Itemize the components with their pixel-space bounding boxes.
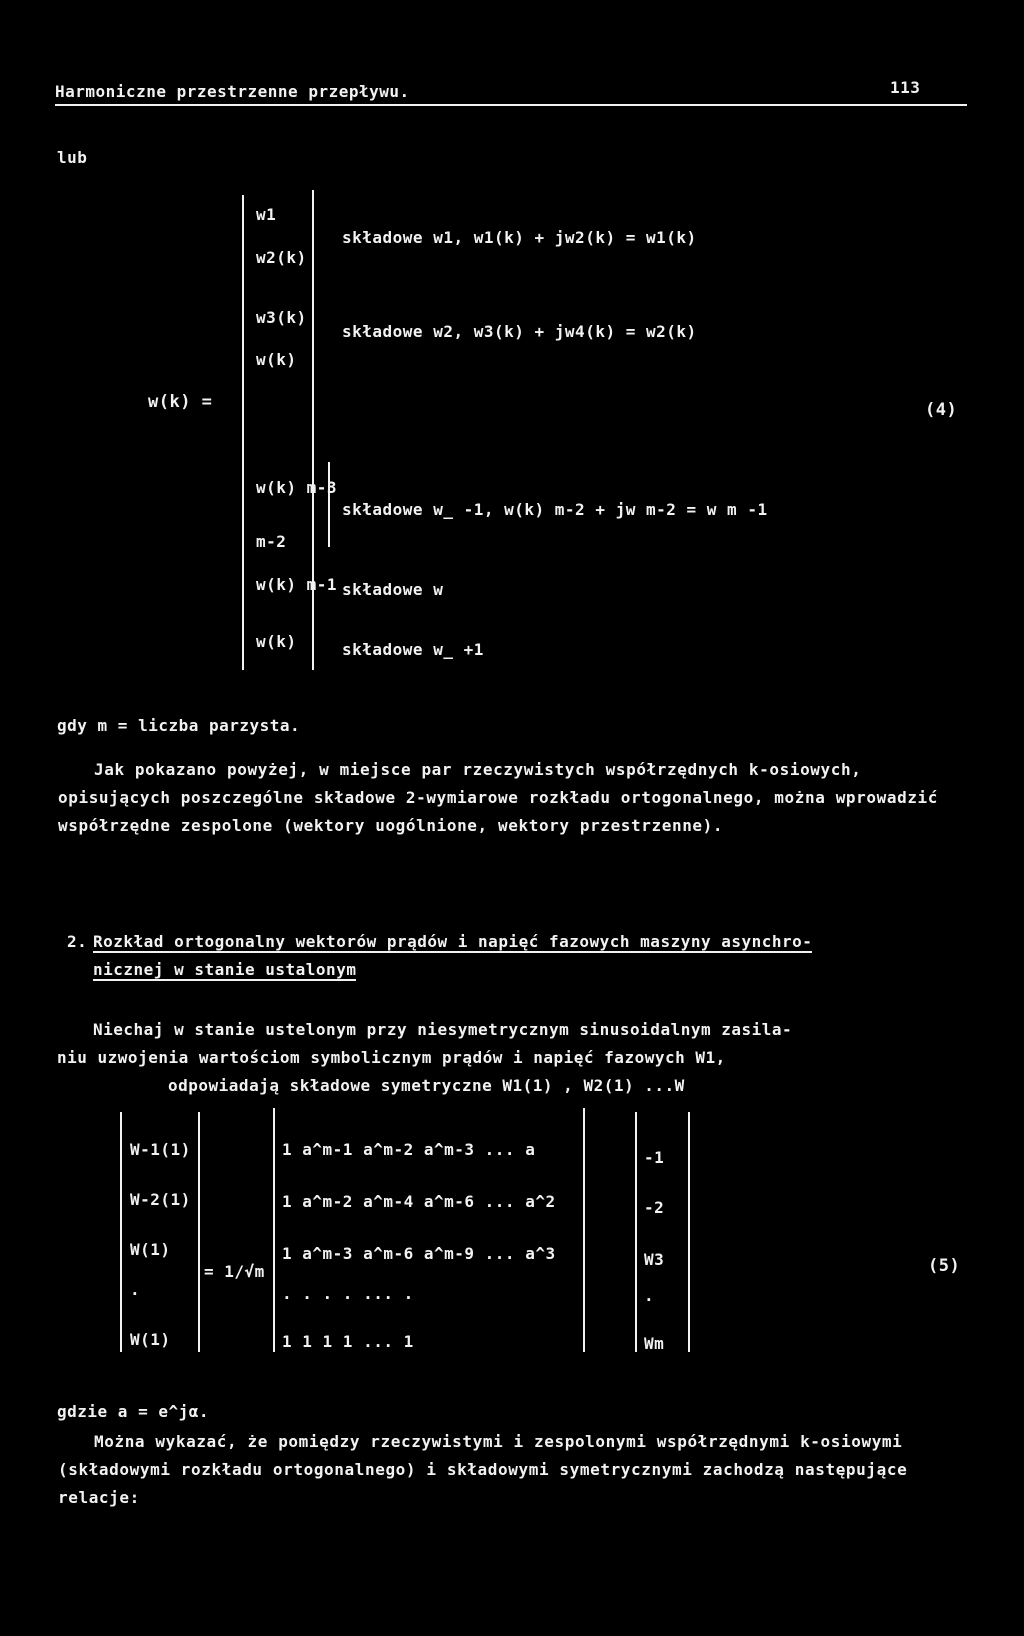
paragraph-1: Jak pokazano powyżej, w miejsce par rzeczywistych współrzędnych k-osiowych, opisujących poszczególne składowe 2-wymiarowe rozkładu ortogonalnego, można wprowadzić współrzędne zespolone (wektory uogólnione, wektory przestrzenne). xyxy=(58,760,939,835)
section-title-line2: nicznej w stanie ustalonym xyxy=(93,960,357,979)
matrix-row: 1 1 1 1 ... 1 xyxy=(282,1332,414,1351)
vec-entry: w(k) m-3 xyxy=(256,478,338,497)
vec-entry: w(k) xyxy=(256,350,297,369)
eq5-rhs-entry: -1 xyxy=(644,1148,665,1167)
eq5-lhs-entry: . xyxy=(130,1280,141,1299)
eq5-rhs-left-bracket xyxy=(635,1112,637,1352)
matrix-row: . . . . ... . xyxy=(282,1284,414,1303)
eq4-inner-bar xyxy=(328,462,330,547)
eq5-lhs-left-bracket xyxy=(120,1112,122,1352)
header-rule xyxy=(55,104,967,106)
eq5-rhs-entry: . xyxy=(644,1286,655,1305)
eq4-lhs: w(k) = xyxy=(148,392,213,412)
vec-entry: w(k) m-1 xyxy=(256,575,338,594)
paragraph-2-line3: odpowiadają składowe symetryczne W1(1) , W2(1) ...W xyxy=(168,1076,685,1095)
eq5-rhs-entry: W3 xyxy=(644,1250,665,1269)
eq5-matrix-left-bracket xyxy=(273,1108,275,1352)
vec-entry: w1 xyxy=(256,205,277,224)
eq5-lhs-entry: W-2(1) xyxy=(130,1190,191,1209)
eq5-lhs-entry: W-1(1) xyxy=(130,1140,191,1159)
eq5-rhs-entry: Wm xyxy=(644,1334,665,1353)
lub-text: lub xyxy=(57,148,88,167)
eq4-row: składowe w2, w3(k) + jw4(k) = w2(k) xyxy=(342,322,697,341)
matrix-row: 1 a^m-1 a^m-2 a^m-3 ... a xyxy=(282,1140,536,1159)
running-header-title: Harmoniczne przestrzenne przepływu. xyxy=(55,82,410,101)
eq4-row: składowe w xyxy=(342,580,444,599)
vec-entry: m-2 xyxy=(256,532,287,551)
eq4-row: składowe w1, w1(k) + jw2(k) = w1(k) xyxy=(342,228,697,247)
eq5-rhs-entry: -2 xyxy=(644,1198,665,1217)
eq4-right-bracket xyxy=(312,190,314,670)
eq5-matrix-right-bracket xyxy=(583,1108,585,1352)
eq5-lhs-entry: W(1) xyxy=(130,1330,171,1349)
eq5-lhs-entry: W(1) xyxy=(130,1240,171,1259)
matrix-row: 1 a^m-2 a^m-4 a^m-6 ... a^2 xyxy=(282,1192,556,1211)
eq4-row: składowe w_ -1, w(k) m-2 + jw m-2 = w m -1 xyxy=(342,500,768,519)
eq5-lhs-right-bracket xyxy=(198,1112,200,1352)
vec-entry: w3(k) xyxy=(256,308,307,327)
eq5-rhs-right-bracket xyxy=(688,1112,690,1352)
matrix-row: 1 a^m-3 a^m-6 a^m-9 ... a^3 xyxy=(282,1244,556,1263)
eq4-left-bracket xyxy=(242,195,244,670)
eq5-factor: = 1/√m xyxy=(204,1262,265,1281)
eq5-number: (5) xyxy=(928,1256,961,1276)
section-title-line1: Rozkład ortogonalny wektorów prądów i napięć fazowych maszyny asynchro- xyxy=(93,932,813,951)
vec-entry: w(k) xyxy=(256,632,297,651)
eq4-row: składowe w_ +1 xyxy=(342,640,484,659)
section-number: 2. xyxy=(67,932,88,951)
paragraph-3: Można wykazać, że pomiędzy rzeczywistymi i zespolonymi współrzędnymi k-osiowymi (składowymi rozkładu ortogonalnego) i składowymi symetrycznymi zachodzą następujące relacje: xyxy=(58,1432,908,1507)
gdzie-text: gdzie a = e^jα. xyxy=(57,1402,209,1421)
eq4-number: (4) xyxy=(925,400,958,420)
vec-entry: w2(k) xyxy=(256,248,307,267)
paragraph-2-line2: niu uzwojenia wartościom symbolicznym prądów i napięć fazowych W1, xyxy=(57,1048,726,1067)
paragraph-2-line1: Niechaj w stanie ustelonym przy niesymetrycznym sinusoidalnym zasila- xyxy=(93,1020,793,1039)
gdy-text: gdy m = liczba parzysta. xyxy=(57,716,301,735)
page-number: 113 xyxy=(890,78,921,97)
